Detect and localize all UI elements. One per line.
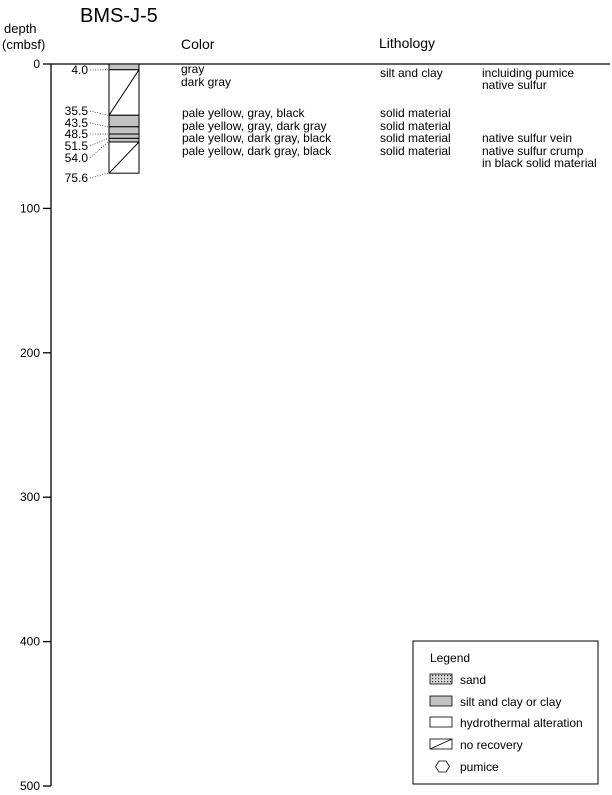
legend-sand-symbol xyxy=(430,674,452,684)
row-2-note: native sulfur xyxy=(482,78,547,92)
row-1-note: incluiding pumice xyxy=(482,66,575,80)
tick-label-300: 300 xyxy=(19,490,40,505)
depth-ticks xyxy=(20,57,51,793)
row-5-lithology: solid material xyxy=(380,131,451,145)
depth-label-48.5: 48.5 xyxy=(64,127,88,141)
row-5-color: pale yellow, dark gray, black xyxy=(182,131,332,145)
legend-no-recovery-label: no recovery xyxy=(460,738,523,752)
legend-pumice-label: pumice xyxy=(460,760,499,774)
tick-label-500: 500 xyxy=(19,779,40,793)
row-3-lithology: solid material xyxy=(380,106,451,120)
description-rows xyxy=(181,62,597,170)
core-segment-7 xyxy=(109,142,139,173)
row-2-color: dark gray xyxy=(181,75,232,89)
row-1-color: gray xyxy=(181,62,205,76)
legend-sand-label: sand xyxy=(460,673,487,687)
core-segment-3 xyxy=(109,115,139,127)
row-4-lithology: solid material xyxy=(380,119,451,133)
row-6-lithology: solid material xyxy=(380,144,451,158)
lithology-header: Lithology xyxy=(379,35,436,51)
axis-label-line1: depth xyxy=(4,21,37,36)
core-column xyxy=(109,64,139,173)
legend-silt-clay-symbol xyxy=(430,696,452,706)
depth-leader-54.0 xyxy=(90,142,108,158)
row-4-color: pale yellow, gray, dark gray xyxy=(182,119,327,133)
legend-title: Legend xyxy=(430,651,471,665)
depth-label-75.6: 75.6 xyxy=(64,171,88,185)
legend-hydrothermal-label: hydrothermal alteration xyxy=(460,716,583,730)
core-segment-4 xyxy=(109,127,139,134)
depth-label-4.0: 4.0 xyxy=(71,63,88,77)
depth-label-43.5: 43.5 xyxy=(64,116,88,130)
row-5-note: native sulfur vein xyxy=(482,131,573,145)
core-segment-5 xyxy=(109,134,139,138)
color-header: Color xyxy=(181,36,215,52)
core-segment-1 xyxy=(109,64,139,70)
tick-label-200: 200 xyxy=(19,345,40,360)
figure-title: BMS-J-5 xyxy=(80,5,158,27)
tick-label-400: 400 xyxy=(19,634,40,649)
legend-silt-clay-label: silt and clay or clay xyxy=(460,695,562,709)
row-1-lithology: silt and clay xyxy=(380,66,443,80)
depth-leader-51.5 xyxy=(90,138,108,146)
core-segment-2 xyxy=(109,70,139,115)
tick-label-0: 0 xyxy=(33,57,40,71)
tick-label-100: 100 xyxy=(19,201,40,216)
legend-pumice-symbol xyxy=(436,761,450,772)
core-segment-6 xyxy=(109,138,139,142)
axis-label-line2: (cmbsf) xyxy=(2,37,46,52)
depth-leader-75.6 xyxy=(90,173,108,178)
depth-leader-35.5 xyxy=(90,111,108,115)
legend-no-recovery-symbol xyxy=(430,739,452,749)
row-6-color: pale yellow, dark gray, black xyxy=(182,144,332,158)
depth-leader-43.5 xyxy=(90,123,108,127)
depth-labels xyxy=(65,63,108,185)
row-3-color: pale yellow, gray, black xyxy=(182,106,305,120)
legend-hydrothermal-symbol xyxy=(430,717,452,727)
row-6-note: native sulfur crump xyxy=(482,144,584,158)
legend xyxy=(413,641,598,784)
depth-label-35.5: 35.5 xyxy=(64,104,88,118)
depth-label-51.5: 51.5 xyxy=(64,139,88,153)
depth-label-54.0: 54.0 xyxy=(64,151,88,165)
row-7-note: in black solid material xyxy=(482,156,597,170)
